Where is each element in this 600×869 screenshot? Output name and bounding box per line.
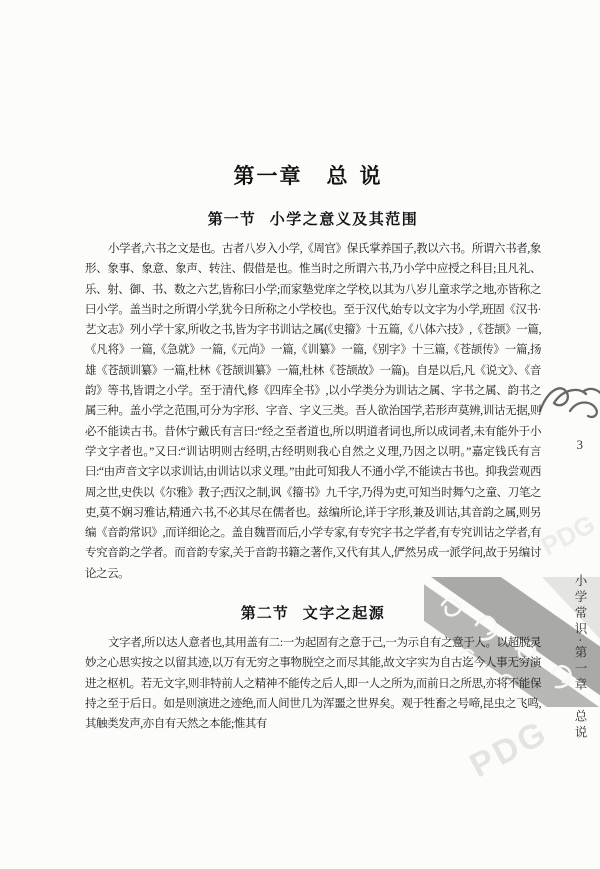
section-2 — [85, 604, 541, 734]
section-2-title: 文字之起源 — [302, 606, 386, 623]
chapter-heading — [85, 162, 541, 190]
section-1 — [85, 210, 541, 584]
pdg-watermark: PDG — [463, 712, 555, 786]
section-2-heading — [85, 604, 541, 624]
section-2-paragraph: 文字者,所以达人意者也,其用盖有二:一为起固有之意于己,一为示自有之意于人。以超脱灵妙之心思实按之以留其迹,以万有无穷之事物脱空之而尽其能,故文字实为自古迄今人事无穷演进之枢机。若无文字,则非特前人之精神不能传之后人,即一人之所为,而前日之所思,亦将不能保持之至于后日。如是则演进之迹绝,而人间世几为浑噩之世界矣。观于牲畜之号啼,昆虫之飞鸣,其触类发声,亦自有天然之本能;惟其有 — [85, 637, 541, 731]
pdg-watermark-small: PDG — [536, 508, 600, 562]
section-1-title: 小学之意义及其范围 — [269, 212, 419, 228]
chapter-number: 第一章 — [233, 164, 303, 188]
section-1-number: 第一节 — [207, 212, 256, 228]
section-1-paragraph: 小学者,六书之文是也。古者八岁入小学,《周官》保氏掌养国子,教以六书。所谓六书者,象形、象事、象意、象声、转注、假借是也。惟当时之所谓六书,乃小学中应授之科目;且凡礼、乐、射、御、书、数之六艺,皆称曰小学;而家塾党庠之学校,以其为八岁儿童求学之地,亦皆称之曰小学。盖当时之所谓小学,犹今日所称之小学校也。至于汉代,始专以文字为小学,班固《汉书·艺文志》列小学十家,所收之书,皆为字书训诂之属(《史籀》十五篇,《八体六技》,《苍颉》一篇,《凡将》一篇,《急就》一篇,《元尚》一篇,《训纂》一篇,《别字》十三篇,《苍颉传》一篇,扬雄《苍颉训纂》一篇,杜林《苍颉训纂》一篇,杜林《苍颉故》一篇)。自是以后,凡《说文》、《音韵》等书,皆谓之小学。至于清代,修《四库全书》,以小学类分为训诂之属、字书之属、韵书之属三种。盖小学之范围,可分为字形、字音、字义三类。吾人欲治国学,若形声莫辨,训诂无据,则必不能读古书。昔休宁戴氏有言曰:“经之至者道也,所以明道者词也,所以成词者,未有能外于小学文字者也。”又曰:“训诂明则古经明,古经明则我心自然之义理,乃因之以明。”嘉定钱氏有言曰:“由声音文字以求训诂,由训诂以求义理。”由此可知我人不通小学,不能读古书也。抑我尝观西周之世,史佚以《尔雅》教子;西汉之制,讽《籀书》九千字,乃得为吏,可知当时舞勺之童、刀笔之吏,莫不娴习雅诂,精通六书,不必其尽在儒者也。兹编所论,详于字形,兼及训诂,其音韵之属,则另编《音韵常识》,而详细论之。盖自魏晋而后,小学专家,有专究字书之学者,有专究训诂之学者,有专究音韵之学者。而音韵专家,关于音韵书籍之著作,又代有其人,俨然另成一派学问,故于另编讨论之云。 — [85, 243, 541, 580]
section-1-heading — [85, 210, 541, 230]
section-2-number: 第二节 — [240, 606, 289, 623]
page-number: 3 — [576, 437, 583, 452]
chapter-title: 总说 — [326, 164, 393, 188]
running-title: 小学常识·第一章 总说 — [573, 574, 587, 742]
page-content — [85, 0, 541, 735]
ink-scribble-image — [536, 381, 600, 423]
